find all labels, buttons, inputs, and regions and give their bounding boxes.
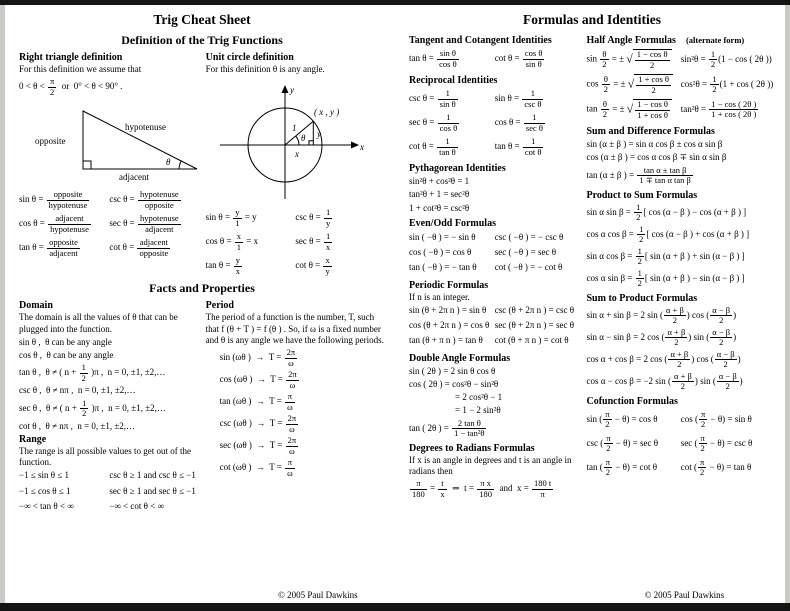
formula: cos (ωθ ) → T = $\frac{2\pi}{\omega}$	[219, 369, 297, 390]
formula: tan θ , θ ≠ ( n + $\frac{1}{2}$ )π , n = 0, ±1, ±2,…	[19, 362, 166, 383]
formula: tan θ = opposite adjacent	[19, 237, 78, 258]
product-to-sum-heading: Product to Sum Formulas	[586, 189, 698, 201]
sum-difference-section	[587, 126, 775, 186]
formula-row	[409, 318, 581, 333]
formula: sin²θ = $\frac{1}{2}$ (1 − cos ( 2θ ))	[680, 48, 772, 70]
half-angle-section	[587, 33, 775, 122]
formula: tan (ωθ ) → T = $\frac{\pi}{\omega}$	[219, 391, 293, 412]
periodic-heading: Periodic Formulas	[409, 279, 489, 291]
range-text: The range is all possible values to get out of the function.	[19, 445, 191, 468]
range-heading: Range	[19, 433, 47, 445]
formula: 1 + cot²θ = csc²θ	[409, 202, 470, 213]
formula: csc ( −θ ) = − csc θ	[494, 231, 564, 242]
formula-row	[409, 245, 581, 260]
trig-cheat-sheet	[5, 5, 785, 603]
formula: tan θ = $\frac{y}{x}$	[205, 255, 241, 276]
formula: cos α − cos β = −2 sin ( $\frac{\alpha + \beta}{2}$ ) sin ( $\frac{\alpha - \beta}{2}$ )	[586, 370, 743, 392]
domain-range-column	[19, 298, 206, 514]
formula: tan θ = $\frac{\text{sin θ}}{\text{cos θ}}$	[409, 48, 457, 69]
formula: cos α + cos β = 2 cos ( $\frac{\alpha + \beta}{2}$ ) cos ( $\frac{\alpha - \beta}{2}$ )	[586, 348, 741, 370]
formula-row	[409, 303, 581, 318]
formula: cot θ = $\frac{\text{cos θ}}{\text{sin θ}}$	[494, 48, 543, 69]
reciprocal-heading: Reciprocal Identities	[409, 75, 498, 87]
tangent-cotangent-section	[409, 35, 581, 71]
formula-row	[19, 499, 200, 514]
formula-row	[409, 87, 581, 111]
domain-heading: Domain	[19, 300, 53, 312]
formula: tan θ = $\frac{1}{\text{cot θ}}$	[494, 136, 542, 157]
sum-to-product-heading: Sum to Product Formulas	[586, 292, 698, 304]
formula: sin $\frac{\theta}{2}$ = ± √ $\frac{\text{1 − cos θ}}{2}$	[587, 49, 681, 70]
formula: sin α sin β = $\frac{1}{2}$ [ cos (α − β ) − cos (α + β ) ]	[586, 201, 747, 223]
scan-edge-bottom	[0, 603, 790, 611]
formula: sec θ = hypotenuse adjacent	[109, 213, 179, 234]
identities-column-2	[587, 33, 775, 503]
formula: tan $\frac{\theta}{2}$ = ± √ $\frac{\text{1 − cos θ}}{\text{1 + cos θ}}$	[587, 99, 681, 120]
formula: sec θ = $\frac{1}{x}$	[295, 231, 331, 252]
circle-angle-label: θ	[300, 133, 306, 144]
formula: sin θ , θ can be any angle	[19, 336, 112, 347]
formula: tan²θ = $\frac{1 - \cos ( 2\theta )}{1 + \cos ( 2\theta )}$	[680, 98, 757, 120]
triangle-angle-label: θ	[166, 157, 171, 168]
formula: sin ( 2θ ) = 2 sin θ cos θ	[409, 365, 496, 376]
formula: cos θ , θ can be any angle	[19, 350, 114, 361]
formula-row	[206, 254, 385, 278]
cofunction-heading: Cofunction Formulas	[586, 395, 678, 407]
unit-circle-intro: For this definition θ is any angle.	[205, 64, 325, 74]
degrees-radians-heading: Degrees to Radians Formulas	[409, 442, 535, 454]
formula: sin θ = 1 csc θ	[494, 88, 542, 109]
formula: tan ( $\frac{\pi}{2}$ − θ) = cot θ	[586, 456, 658, 478]
formula-row	[409, 260, 581, 275]
formula: sin θ = opposite hypotenuse	[19, 189, 88, 210]
formula: csc θ = hypotenuse opposite	[109, 189, 179, 210]
unit-circle-heading: Unit circle definition	[205, 52, 294, 63]
even-odd-section	[409, 218, 581, 276]
formula-row	[587, 72, 775, 97]
point-label: ( x , y )	[313, 107, 339, 118]
formula: tan (α ± β ) = $\frac{\text{tan α ± tan β}}{\text{1 ∓ tan α tan β}}$	[586, 164, 691, 186]
formula: sin²θ + cos²θ = 1	[409, 176, 470, 187]
pythagorean-section	[409, 163, 581, 214]
formula: sin θ = $\frac{y}{1}$ = y	[205, 207, 257, 228]
triangle-opposite-label: opposite	[35, 136, 66, 147]
double-angle-section	[409, 353, 581, 439]
formula-row	[206, 230, 385, 254]
page-left	[5, 5, 395, 603]
pythagorean-heading: Pythagorean Identities	[409, 163, 506, 175]
formula: sin (α ± β ) = sin α cos β ± cos α sin β	[586, 139, 723, 150]
unit-circle-column	[206, 50, 385, 278]
formula-row	[409, 47, 581, 71]
right-triangle-intro: For this definition we assume that	[19, 64, 142, 74]
formula-row	[19, 212, 200, 236]
identities-columns	[409, 33, 775, 503]
x-axis-label: x	[359, 142, 364, 153]
formula: cos α sin β = $\frac{1}{2}$ [ sin (α + β ) − sin (α − β ) ]	[586, 267, 745, 289]
formula: tan (θ + π n ) = tan θ	[409, 335, 483, 346]
formula-row	[19, 484, 200, 499]
formula: cos (θ + 2π n ) = cos θ	[409, 320, 490, 331]
formula-row	[409, 333, 581, 348]
formula: −1 ≤ sin θ ≤ 1	[19, 470, 70, 481]
formula: sin (ωθ ) → T = $\frac{2\pi}{\omega}$	[219, 347, 296, 368]
formula: cos²θ = $\frac{1}{2}$ (1 + cos ( 2θ ))	[680, 73, 774, 95]
right-triangle-heading: Right triangle definition	[19, 52, 123, 63]
definitions-section-title: Definition of the Trig Functions	[121, 33, 283, 47]
y-leg-label: y	[316, 129, 321, 140]
formula-row	[409, 111, 581, 135]
formula: sin α + sin β = 2 sin ( $\frac{\alpha + \beta}{2}$ ) cos ( $\frac{\alpha - \beta}{2}$ )	[586, 304, 737, 326]
half-angle-note: (alternate form)	[685, 35, 745, 45]
scan-edge-top	[0, 0, 790, 5]
even-odd-heading: Even/Odd Formulas	[409, 217, 496, 229]
formula: sec ( −θ ) = sec θ	[494, 247, 557, 258]
formula: csc (ωθ ) → T = $\frac{2\pi}{\omega}$	[219, 413, 297, 434]
triangle-adjacent-label: adjacent	[119, 172, 149, 183]
periodic-section	[409, 280, 581, 349]
formula: sec (θ + 2π n ) = sec θ	[494, 320, 575, 331]
tangent-cotangent-heading: Tangent and Cotangent Identities	[409, 35, 552, 46]
left-page-title: Trig Cheat Sheet	[153, 12, 251, 27]
formula: sec (ωθ ) → T = $\frac{2\pi}{\omega}$	[219, 435, 297, 456]
formula: cos ( 2θ ) = cos²θ − sin²θ	[409, 378, 499, 389]
formula-row	[19, 468, 200, 483]
formula: sin ( $\frac{\pi}{2}$ − θ) = cos θ	[586, 408, 658, 430]
formula: sin ( −θ ) = − sin θ	[409, 231, 476, 242]
formula: −∞ < cot θ < ∞	[109, 500, 164, 511]
formula: cot θ = $\frac{x}{y}$	[295, 255, 330, 276]
formula: sin (θ + 2π n ) = sin θ	[409, 304, 487, 315]
formula: sec θ = $\frac{1}{\text{cos θ}}$	[409, 112, 458, 133]
periodic-note: If n is an integer.	[409, 291, 470, 302]
period-text: The period of a function is the number, T, such that f (θ + T ) = f (θ ) . So, if ω is a fixed number and θ is any angle we have the following periods.	[205, 312, 384, 345]
formula-row	[409, 230, 581, 245]
right-triangle-column	[19, 50, 206, 278]
formula: csc θ ≥ 1 and csc θ ≤ −1	[109, 470, 196, 481]
radius-label: 1	[291, 123, 297, 134]
formula-row	[587, 97, 775, 122]
reciprocal-section	[409, 75, 581, 159]
half-angle-heading-row	[587, 33, 775, 47]
period-column	[206, 298, 385, 514]
identities-column-1	[409, 33, 587, 503]
angle-range-formula: 0 < θ < $\frac{\pi}{2}$ or 0° < θ < 90° .	[19, 76, 123, 97]
formula: cot (ωθ ) → T = $\frac{\pi}{\omega}$	[219, 457, 293, 478]
formula: cos (α ± β ) = cos α cos β ∓ sin α sin β	[586, 152, 727, 163]
formula-row	[587, 456, 775, 480]
formula: cos θ = adjacent hypotenuse	[19, 213, 89, 234]
formula: csc (θ + 2π n ) = csc θ	[494, 304, 575, 315]
formula-row	[587, 432, 775, 456]
product-to-sum-section	[587, 190, 775, 289]
formula: = 2 cos²θ − 1	[455, 392, 503, 403]
half-angle-heading: Half Angle Formulas	[586, 35, 676, 46]
triangle-hypotenuse-label: hypotenuse	[125, 122, 166, 133]
facts-columns	[19, 298, 385, 514]
formula-row	[19, 236, 200, 260]
x-leg-label: x	[294, 149, 299, 160]
right-triangle-diagram	[19, 99, 207, 185]
formula: cos θ = $\frac{x}{1}$ = x	[205, 231, 259, 252]
formula: csc θ = $\frac{1}{\text{sin θ}}$	[409, 88, 456, 109]
degrees-radians-note: If x is an angle in degrees and t is an angle in radians then	[409, 454, 572, 476]
formula: $\frac{\pi}{180}$ = $\frac{t}{x}$ ⇒ t = $\frac{\text{π x}}{180}$ and x = $\frac{180 t}{\pi}$	[412, 478, 552, 499]
formula-row	[206, 206, 385, 230]
formula: −∞ < tan θ < ∞	[19, 500, 74, 511]
domain-text: The domain is all the values of θ that can be plugged into the function.	[19, 312, 178, 334]
formula: sin α cos β = $\frac{1}{2}$ [ sin (α + β ) + sin (α − β ) ]	[586, 245, 745, 267]
formula: cos ( −θ ) = cos θ	[409, 247, 472, 258]
formula: cot ( −θ ) = − cot θ	[494, 262, 563, 273]
formula: sec ( $\frac{\pi}{2}$ − θ) = csc θ	[680, 432, 753, 454]
unit-circle-diagram	[206, 77, 371, 203]
formula-row	[587, 47, 775, 72]
formula: sec θ , θ ≠ ( n + $\frac{1}{2}$ )π , n = 0, ±1, ±2,…	[19, 397, 166, 419]
sum-to-product-section	[587, 293, 775, 392]
formula-row	[587, 408, 775, 432]
formula: cot θ , θ ≠ nπ , n = 0, ±1, ±2,…	[19, 420, 136, 431]
formula-row	[409, 135, 581, 159]
formula: cot (θ + π n ) = cot θ	[494, 335, 569, 346]
double-angle-heading: Double Angle Formulas	[409, 352, 511, 364]
formula: tan ( 2θ ) = $\frac{\text{2 tan θ}}{\text{1 − tan²θ}}$	[409, 417, 485, 439]
degrees-radians-section	[409, 443, 581, 500]
facts-section-title: Facts and Properties	[149, 281, 255, 296]
formula: cot ( $\frac{\pi}{2}$ − θ) = tan θ	[680, 456, 752, 478]
period-formula-list	[206, 348, 385, 478]
formula: csc θ = $\frac{1}{y}$	[295, 207, 331, 228]
right-page-title: Formulas and Identities	[522, 12, 661, 27]
formula: cos $\frac{\theta}{2}$ = ± √ $\frac{\text{1 + cos θ}}{2}$	[587, 74, 681, 95]
sum-difference-heading: Sum and Difference Formulas	[586, 126, 715, 138]
formula: cos α cos β = $\frac{1}{2}$ [ cos (α − β ) + cos (α + β ) ]	[586, 223, 750, 245]
copyright-left: © 2005 Paul Dawkins	[278, 590, 358, 600]
formula: cos ( $\frac{\pi}{2}$ − θ) = sin θ	[680, 408, 752, 430]
formula: −1 ≤ cos θ ≤ 1	[19, 485, 71, 496]
page-right	[395, 5, 785, 603]
definitions-columns	[19, 50, 385, 278]
period-heading: Period	[205, 300, 234, 312]
y-axis-label: y	[289, 85, 294, 96]
formula: csc θ , θ ≠ nπ , n = 0, ±1, ±2,…	[19, 385, 136, 396]
formula: csc ( $\frac{\pi}{2}$ − θ) = sec θ	[586, 432, 659, 454]
cofunction-section	[587, 396, 775, 480]
formula: sin α − sin β = 2 cos ( $\frac{\alpha + \beta}{2}$ ) sin ( $\frac{\alpha - \beta}{2}$ )	[586, 326, 737, 348]
formula: tan²θ + 1 = sec²θ	[409, 189, 470, 200]
formula-row	[19, 188, 200, 212]
formula: cot θ = adjacent opposite	[109, 237, 169, 258]
formula: cot θ = $\frac{1}{\text{tan θ}}$	[409, 136, 456, 157]
formula: tan ( −θ ) = − tan θ	[409, 262, 477, 273]
formula: sec θ ≥ 1 and sec θ ≤ −1	[109, 485, 196, 496]
copyright-right: © 2005 Paul Dawkins	[644, 590, 725, 600]
formula: cos θ = 1 sec θ	[494, 112, 543, 133]
formula: = 1 − 2 sin²θ	[455, 405, 501, 416]
